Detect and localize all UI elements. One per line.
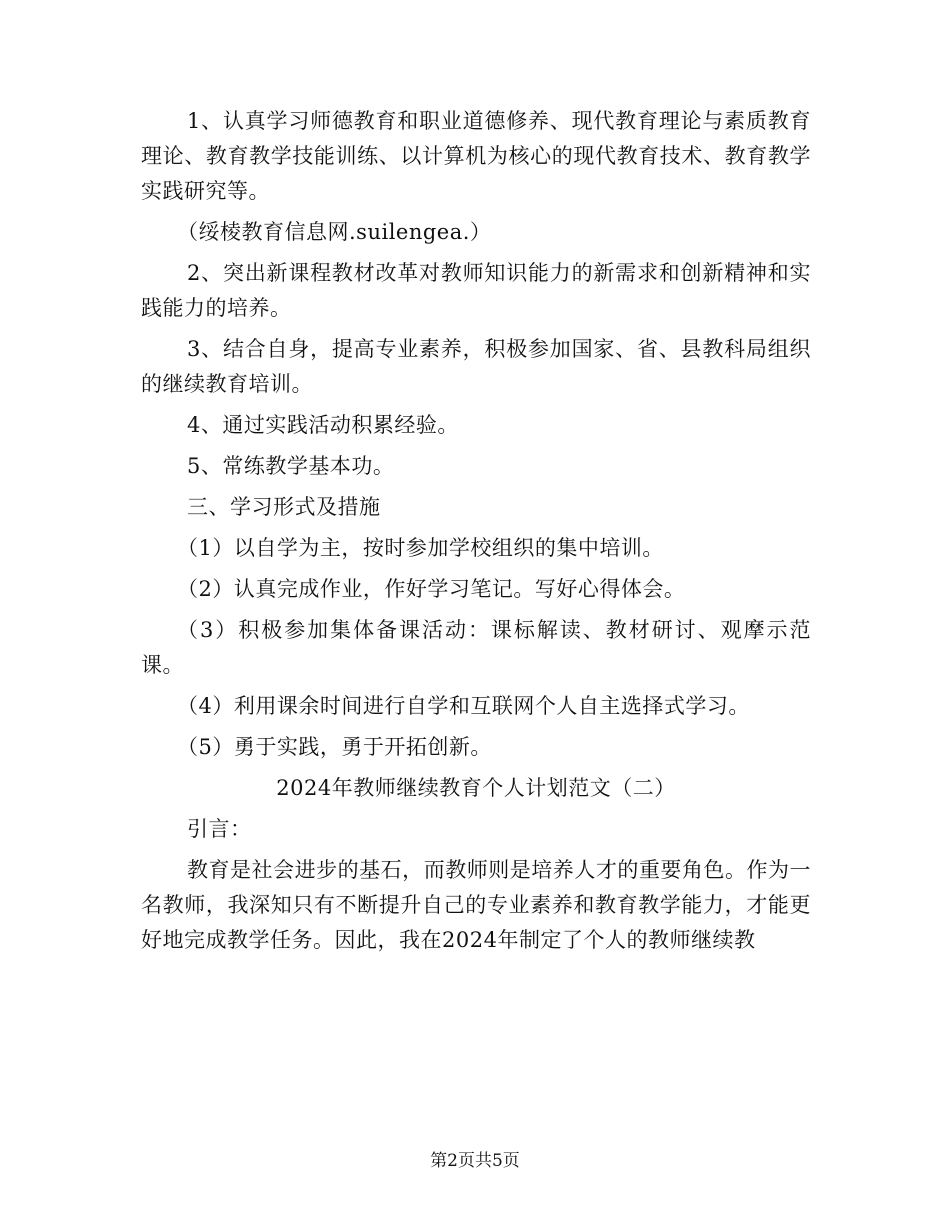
measure-item-5: （5）勇于实践，勇于开拓创新。 bbox=[177, 735, 492, 759]
paragraph-item-4: 4、通过实践活动积累经验。 bbox=[187, 413, 459, 437]
paragraph-item-5: 5、常练教学基本功。 bbox=[187, 454, 395, 478]
measure-item-1: （1）以自学为主，按时参加学校组织的集中培训。 bbox=[177, 536, 664, 560]
paragraph-item-2: 2、突出新课程教材改革对教师知识能力的新需求和创新精神和实践能力的培养。 bbox=[141, 261, 811, 320]
paragraph-item-3: 3、结合自身，提高专业素养，积极参加国家、省、县教科局组织的继续教育培训。 bbox=[141, 337, 811, 396]
page-footer bbox=[0, 1146, 950, 1171]
paragraph-item-1: 1、认真学习师德教育和职业道德修养、现代教育理论与素质教育理论、教育教学技能训练、以计算机为核心的现代教育技术、教育教学实践研究等。 bbox=[141, 109, 811, 203]
intro-paragraph: 教育是社会进步的基石，而教师则是培养人才的重要角色。作为一名教师，我深知只有不断提升自己的专业素养和教育教学能力，才能更好地完成教学任务。因此，我在2024年制定了个人的教师继续教 bbox=[141, 858, 811, 952]
section-heading-3: 三、学习形式及措施 bbox=[187, 495, 381, 519]
page-indicator: 第2页共5页 bbox=[430, 1151, 520, 1171]
measure-item-2: （2）认真完成作业，作好学习笔记。写好心得体会。 bbox=[177, 577, 686, 601]
measure-item-3: （3）积极参加集体备课活动：课标解读、教材研讨、观摩示范课。 bbox=[141, 618, 811, 677]
document-body bbox=[141, 104, 811, 964]
paragraph-source-note: （绥棱教育信息网.suilengea.） bbox=[177, 220, 492, 244]
section-title: 2024年教师继续教育个人计划范文（二） bbox=[276, 776, 676, 800]
measure-item-4: （4）利用课余时间进行自学和互联网个人自主选择式学习。 bbox=[177, 694, 750, 718]
intro-label: 引言： bbox=[187, 817, 252, 841]
